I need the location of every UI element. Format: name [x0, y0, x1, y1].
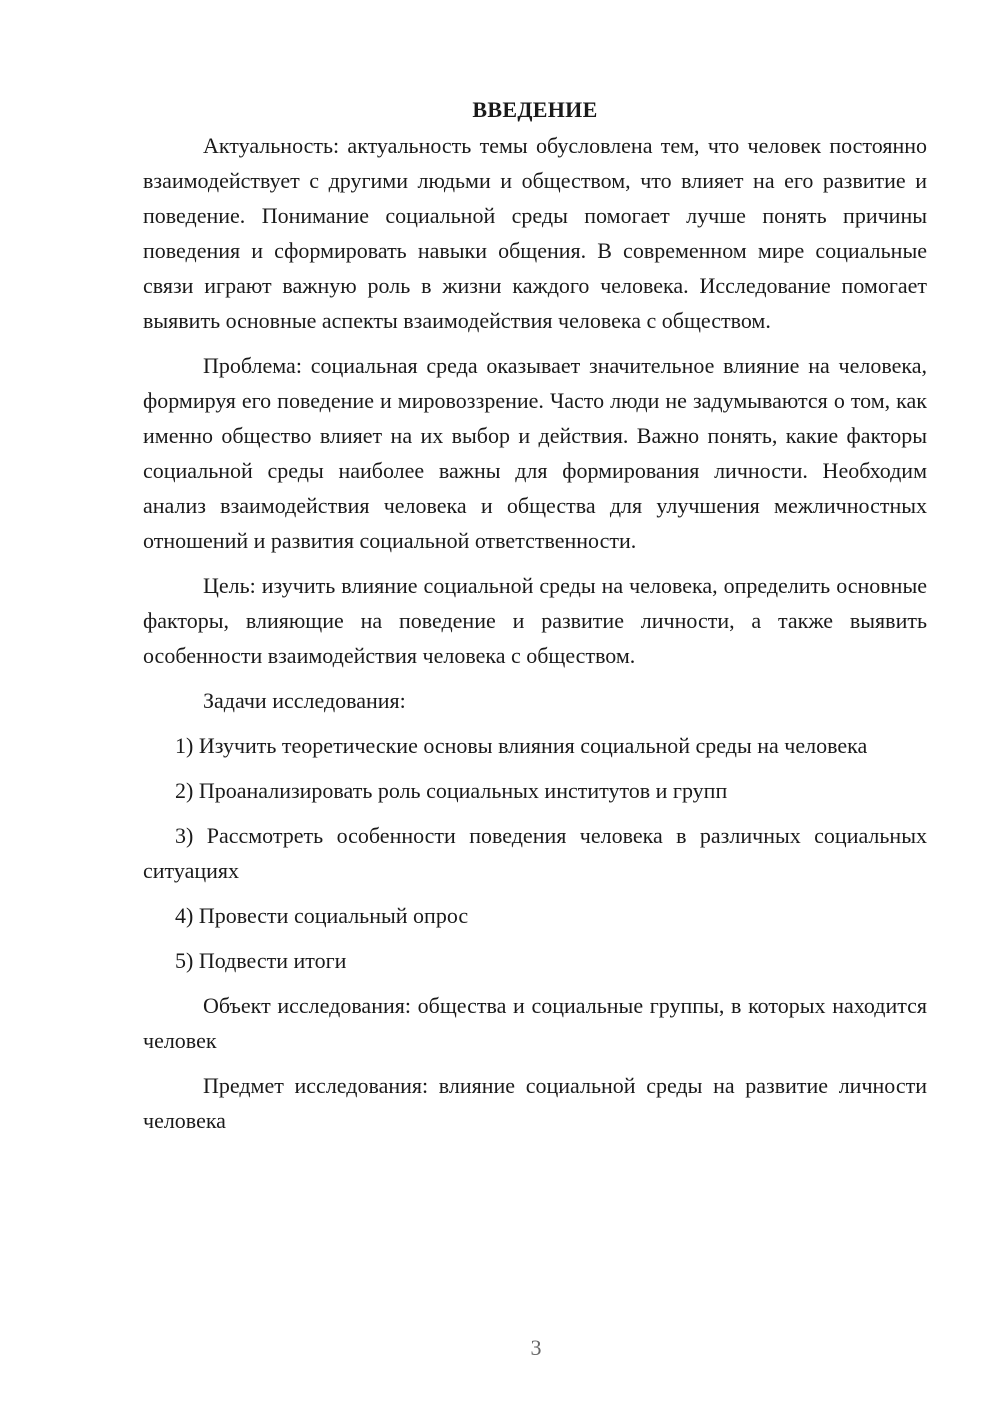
- page-number: 3: [530, 1335, 542, 1360]
- page-content: [143, 92, 927, 1148]
- task-item-2: 2) Проанализировать роль социальных институтов и групп: [175, 778, 728, 803]
- task-item-3: 3) Рассмотреть особенности поведения человека в различных социальных ситуациях: [143, 823, 927, 883]
- task-item-4: 4) Провести социальный опрос: [175, 903, 469, 928]
- page-title: ВВЕДЕНИЕ: [472, 97, 598, 122]
- task-item-1: 1) Изучить теоретические основы влияния социальной среды на человека: [175, 733, 868, 758]
- research-subject-paragraph: Предмет исследования: влияние социальной среды на развитие личности человека: [143, 1073, 927, 1133]
- goal-paragraph: Цель: изучить влияние социальной среды на человека, определить основные факторы, влияющие на поведение и развитие личности, а также выявить особенности взаимодействия человека с обществом.: [143, 573, 927, 668]
- problem-paragraph: Проблема: социальная среда оказывает значительное влияние на человека, формируя его поведение и мировоззрение. Часто люди не задумываются о том, как именно общество влияет на их выбор и действия. Важно понять, какие факторы социальной среды наиболее важны для формирования личности. Необходим анализ взаимодействия человека и общества для улучшения межличностных отношений и развития социальной ответственности.: [143, 353, 927, 553]
- relevance-paragraph: Актуальность: актуальность темы обусловлена тем, что человек постоянно взаимодействует с другими людьми и обществом, что влияет на его развитие и поведение. Понимание социальной среды помогает лучше понять причины поведения и сформировать навыки общения. В современном мире социальные связи играют важную роль в жизни каждого человека. Исследование помогает выявить основные аспекты взаимодействия человека с обществом.: [143, 133, 927, 333]
- research-object-paragraph: Объект исследования: общества и социальные группы, в которых находится человек: [143, 993, 927, 1053]
- task-item-5: 5) Подвести итоги: [175, 948, 347, 973]
- tasks-heading: Задачи исследования:: [203, 688, 406, 713]
